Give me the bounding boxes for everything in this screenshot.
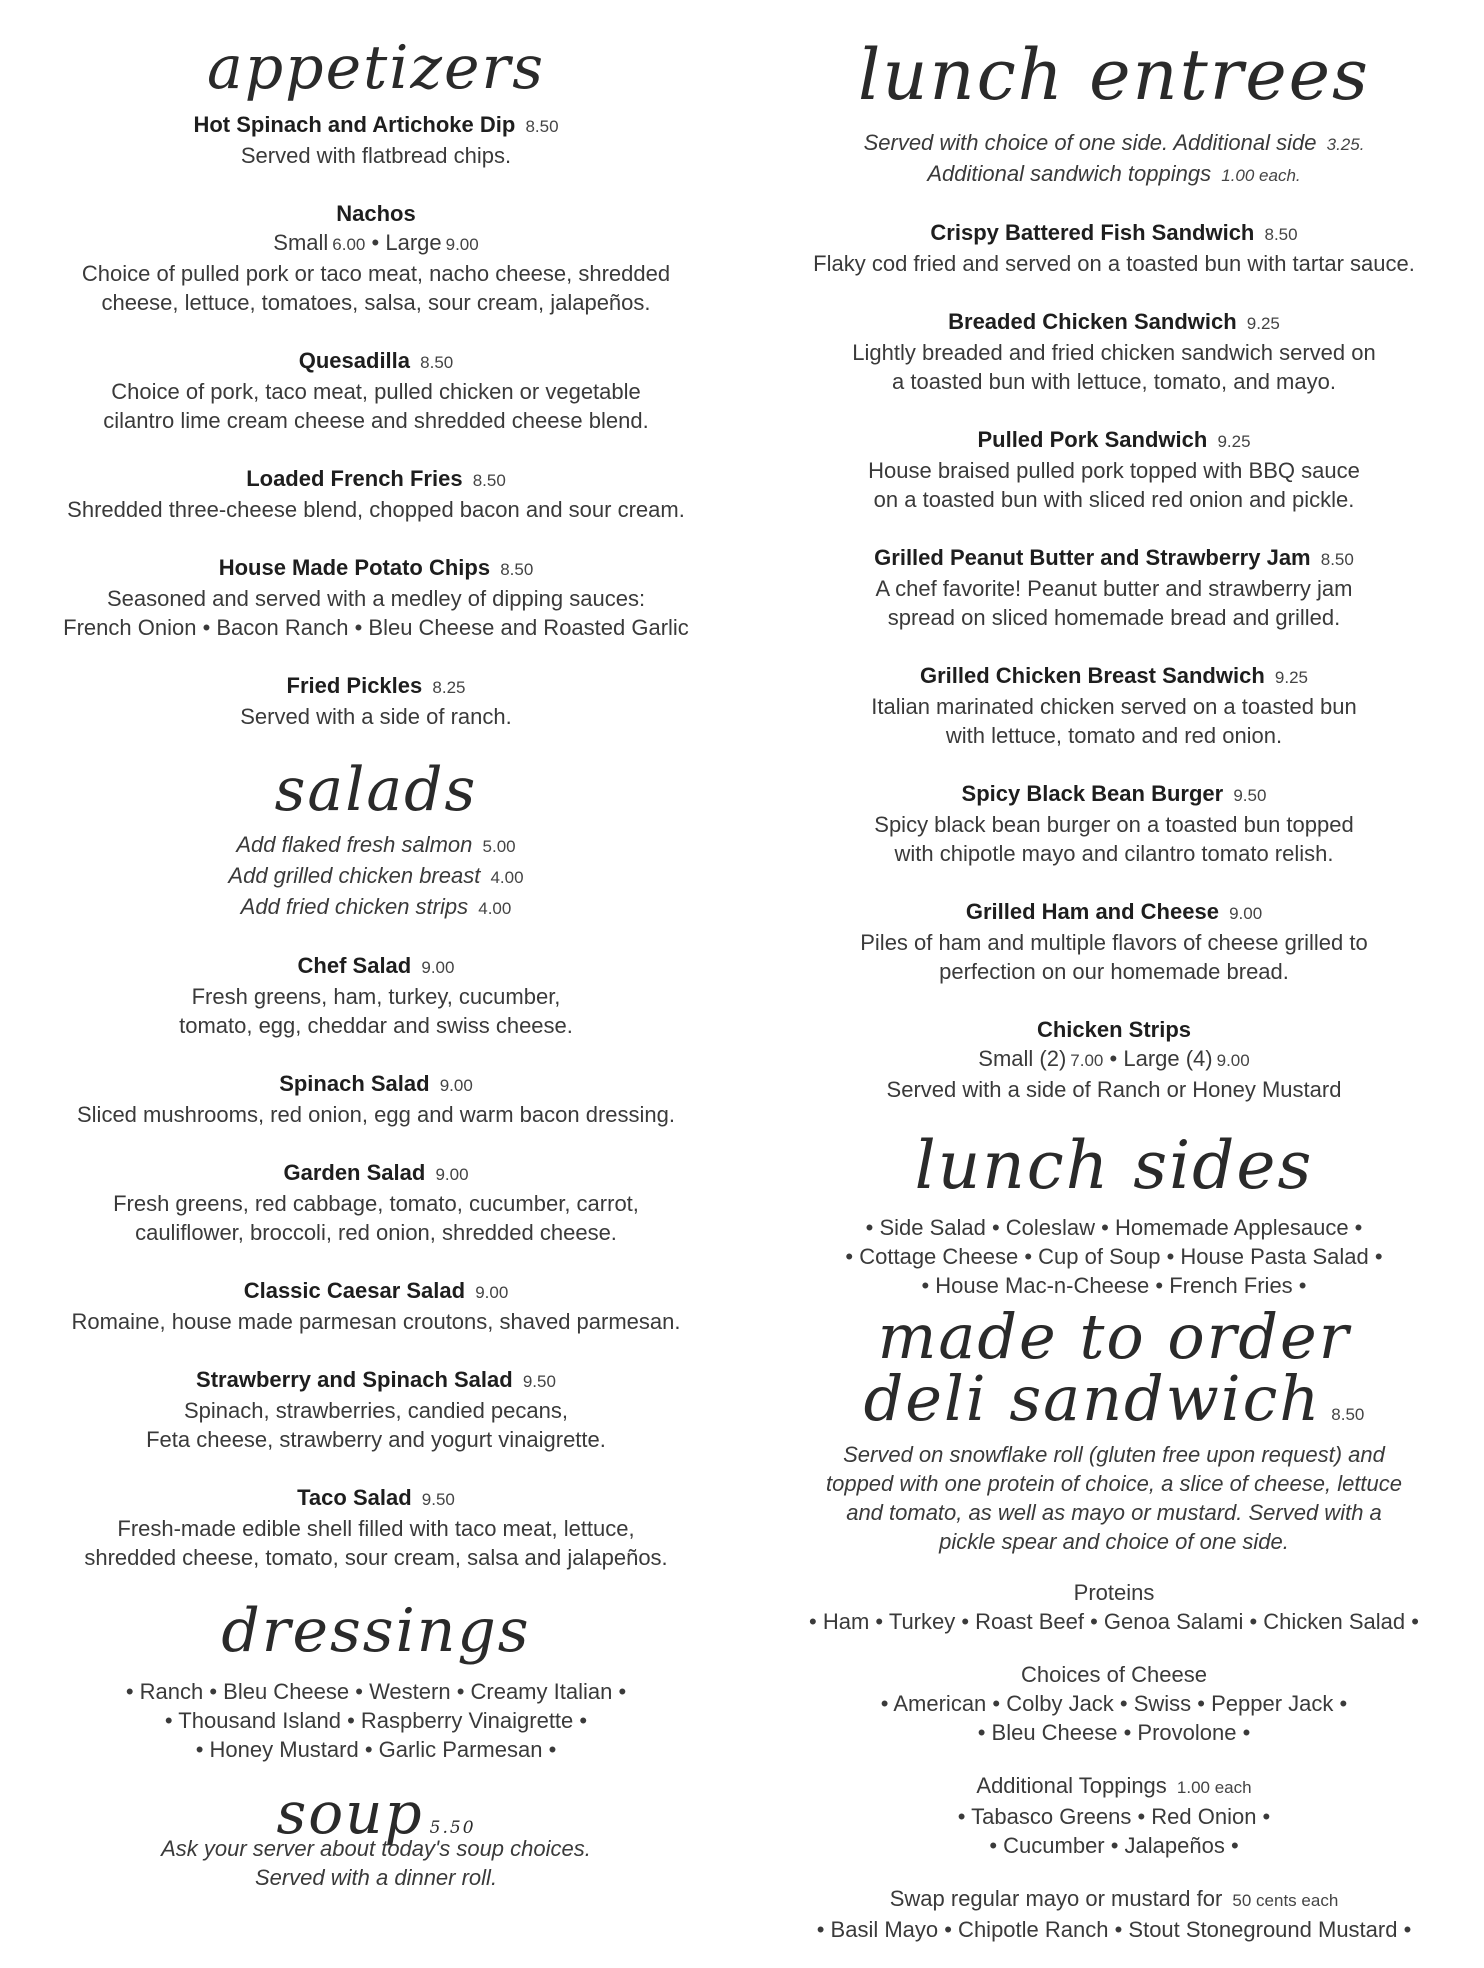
menu-item	[758, 543, 1470, 632]
size-small-price: 7.00	[1070, 1051, 1104, 1070]
menu-item-price: 9.50	[1233, 786, 1267, 805]
cheese-title: Choices of Cheese	[1021, 1662, 1207, 1687]
menu-item-header	[20, 110, 732, 141]
menu-item-description: a toasted bun with lettuce, tomato, and mayo.	[892, 369, 1336, 394]
menu-item-description: Choice of pork, taco meat, pulled chicken or vegetable	[111, 379, 641, 404]
menu-item-header	[20, 1365, 732, 1396]
menu-item-name: Hot Spinach and Artichoke Dip	[193, 112, 516, 137]
cheese-line: • American • Colby Jack • Swiss • Pepper Jack •	[880, 1691, 1348, 1716]
salad-addon	[20, 861, 732, 892]
sides-list	[758, 1213, 1470, 1300]
menu-item-price: 8.50	[500, 560, 534, 579]
salad-addon	[20, 830, 732, 861]
soup-price: 5.50	[429, 1818, 476, 1838]
appetizers-heading: appetizers	[207, 33, 545, 103]
deli-heading	[758, 1300, 1470, 1435]
menu-item-description: shredded cheese, tomato, sour cream, salsa and jalapeños.	[84, 1545, 668, 1570]
menu-item-header	[20, 1158, 732, 1189]
dressings-heading: dressings	[221, 1596, 531, 1666]
menu-item-name: Grilled Chicken Breast Sandwich	[920, 663, 1265, 688]
menu-item-name: Pulled Pork Sandwich	[977, 427, 1208, 452]
menu-item-header	[20, 951, 732, 982]
soup-line: Ask your server about today's soup choices.	[161, 1836, 591, 1861]
entrees-list	[758, 218, 1470, 1104]
menu-item-name: Chef Salad	[297, 953, 412, 978]
menu-item-header	[758, 1015, 1470, 1044]
menu-item	[20, 1276, 732, 1336]
swap-list	[758, 1915, 1470, 1944]
topping-line: • Cucumber • Jalapeños •	[989, 1833, 1239, 1858]
entrees-note-2: Additional sandwich toppings	[927, 161, 1212, 186]
protein-line: • Ham • Turkey • Roast Beef • Genoa Salami • Chicken Salad •	[809, 1609, 1419, 1634]
entrees-note	[758, 128, 1470, 190]
salad-addon-text: Add fried chicken strips	[240, 894, 469, 919]
salads-list	[20, 951, 732, 1572]
menu-item-price: 9.25	[1246, 314, 1280, 333]
salad-addon-text: Add flaked fresh salmon	[236, 832, 473, 857]
menu-item-price: 9.25	[1274, 668, 1308, 687]
menu-item-description: Served with a side of Ranch or Honey Mustard	[886, 1077, 1342, 1102]
menu-item-description: Fresh greens, red cabbage, tomato, cucumber, carrot,	[113, 1191, 639, 1216]
menu-item-name: Crispy Battered Fish Sandwich	[930, 220, 1255, 245]
dressing-line: • Thousand Island • Raspberry Vinaigrette •	[164, 1708, 588, 1733]
menu-item-description: Shredded three-cheese blend, chopped bacon and sour cream.	[67, 497, 685, 522]
menu-item-description: House braised pulled pork topped with BBQ sauce	[868, 458, 1360, 483]
menu-item-description: tomato, egg, cheddar and swiss cheese.	[179, 1013, 573, 1038]
salad-addon	[20, 892, 732, 923]
menu-item-sizes	[20, 228, 732, 259]
menu-item-header	[20, 464, 732, 495]
menu-item-description: cauliflower, broccoli, red onion, shredded cheese.	[135, 1220, 617, 1245]
toppings-list	[758, 1802, 1470, 1860]
menu-item-price: 9.00	[421, 958, 455, 977]
deli-swap	[758, 1884, 1470, 1944]
menu-item	[20, 464, 732, 524]
menu-item-header	[758, 897, 1470, 928]
menu-item	[20, 1158, 732, 1247]
menu-item	[758, 218, 1470, 278]
menu-item-name: Taco Salad	[297, 1485, 412, 1510]
menu-item-name: Classic Caesar Salad	[243, 1278, 466, 1303]
salads-heading: salads	[274, 755, 478, 825]
menu-item	[20, 110, 732, 170]
menu-item-name: Grilled Peanut Butter and Strawberry Jam	[874, 545, 1311, 570]
menu-item-description: Spinach, strawberries, candied pecans,	[184, 1398, 568, 1423]
menu-item-description: Spicy black bean burger on a toasted bun topped	[874, 812, 1354, 837]
menu-item-header	[758, 307, 1470, 338]
soup-description	[20, 1834, 732, 1892]
topping-line: • Tabasco Greens • Red Onion •	[957, 1804, 1271, 1829]
menu-item-name: Spicy Black Bean Burger	[961, 781, 1224, 806]
menu-item-price: 9.00	[439, 1076, 473, 1095]
menu-item-description: with chipotle mayo and cilantro tomato relish.	[894, 841, 1334, 866]
menu-item-header	[20, 346, 732, 377]
menu-item-description: A chef favorite! Peanut butter and strawberry jam	[875, 576, 1353, 601]
swap-line: • Basil Mayo • Chipotle Ranch • Stout Stoneground Mustard •	[816, 1917, 1412, 1942]
menu-item	[758, 425, 1470, 514]
menu-item-name: Chicken Strips	[1036, 1017, 1192, 1042]
deli-price: 8.50	[1331, 1405, 1365, 1424]
proteins-list	[758, 1607, 1470, 1636]
deli-proteins	[758, 1578, 1470, 1636]
swap-price: 50 cents each	[1232, 1891, 1339, 1910]
menu-item-sizes	[758, 1044, 1470, 1075]
menu-item-description: Lightly breaded and fried chicken sandwich served on	[852, 340, 1376, 365]
menu-item-description: Served with a side of ranch.	[240, 704, 512, 729]
menu-item	[20, 346, 732, 435]
cheese-line: • Bleu Cheese • Provolone •	[977, 1720, 1251, 1745]
menu-item-description: Fresh-made edible shell filled with taco meat, lettuce,	[117, 1516, 635, 1541]
deli-description	[758, 1440, 1470, 1556]
menu-item	[20, 1069, 732, 1129]
salad-addon-price: 4.00	[490, 868, 524, 887]
menu-item-description: Choice of pulled pork or taco meat, nacho cheese, shredded	[81, 261, 671, 286]
menu-item-description: on a toasted bun with sliced red onion and pickle.	[873, 487, 1355, 512]
menu-item-description: with lettuce, tomato and red onion.	[945, 723, 1283, 748]
menu-item	[20, 671, 732, 731]
menu-item-price: 9.00	[435, 1165, 469, 1184]
menu-item-name: Strawberry and Spinach Salad	[196, 1367, 513, 1392]
menu-item-price: 8.50	[525, 117, 559, 136]
menu-item-name: Spinach Salad	[279, 1071, 430, 1096]
menu-item-name: Breaded Chicken Sandwich	[948, 309, 1237, 334]
size-large-price: 9.00	[1216, 1051, 1250, 1070]
menu-item	[20, 951, 732, 1040]
dressing-line: • Ranch • Bleu Cheese • Western • Creamy Italian •	[125, 1679, 627, 1704]
menu-item-price: 9.50	[522, 1372, 556, 1391]
deli-toppings	[758, 1771, 1470, 1860]
size-large-label: Large (4)	[1123, 1046, 1213, 1071]
toppings-title: Additional Toppings	[976, 1773, 1167, 1798]
side-line: • Side Salad • Coleslaw • Homemade Applesauce •	[865, 1215, 1363, 1240]
menu-item-price: 8.50	[420, 353, 454, 372]
menu-item-description: Sliced mushrooms, red onion, egg and warm bacon dressing.	[77, 1102, 675, 1127]
size-small-price: 6.00	[332, 235, 366, 254]
soup-heading-text: soup	[276, 1779, 424, 1847]
menu-item-price: 8.25	[432, 678, 466, 697]
dressings-list	[20, 1677, 732, 1764]
swap-title: Swap regular mayo or mustard for	[889, 1886, 1223, 1911]
menu-item-description: spread on sliced homemade bread and grilled.	[887, 605, 1341, 630]
appetizers-list	[20, 110, 732, 731]
deli-description-line: pickle spear and choice of one side.	[939, 1529, 1289, 1554]
menu-item-name: House Made Potato Chips	[218, 555, 491, 580]
size-small-label: Small (2)	[978, 1046, 1067, 1071]
toppings-price: 1.00 each	[1176, 1778, 1252, 1797]
menu-item-header	[758, 218, 1470, 249]
menu-item	[758, 661, 1470, 750]
menu-item-name: Fried Pickles	[286, 673, 423, 698]
salad-addons	[20, 830, 732, 923]
menu-item-price: 9.00	[475, 1283, 509, 1302]
entrees-note-2-price: 1.00 each.	[1221, 166, 1301, 185]
menu-item-price: 9.00	[1229, 904, 1263, 923]
menu-item	[20, 553, 732, 642]
menu-item	[758, 307, 1470, 396]
size-separator: •	[1109, 1046, 1118, 1071]
entrees-note-1-price: 3.25.	[1326, 135, 1365, 154]
menu-item	[20, 1483, 732, 1572]
soup-heading	[20, 1779, 732, 1847]
menu-item-price: 9.25	[1217, 432, 1251, 451]
menu-item-description: Piles of ham and multiple flavors of cheese grilled to	[860, 930, 1368, 955]
sides-heading: lunch sides	[914, 1127, 1314, 1204]
menu-item-description: Fresh greens, ham, turkey, cucumber,	[191, 984, 561, 1009]
entrees-heading: lunch entrees	[858, 34, 1370, 116]
cheese-list	[758, 1689, 1470, 1747]
size-small-label: Small	[273, 230, 329, 255]
menu-item	[758, 897, 1470, 986]
menu-item-header	[20, 671, 732, 702]
menu-item-description: French Onion • Bacon Ranch • Bleu Cheese and Roasted Garlic	[63, 615, 689, 640]
side-line: • House Mac-n-Cheese • French Fries •	[921, 1273, 1307, 1298]
menu-item-header	[758, 425, 1470, 456]
menu-item	[20, 199, 732, 317]
menu-item-name: Quesadilla	[298, 348, 411, 373]
menu-item-name: Nachos	[336, 201, 416, 226]
side-line: • Cottage Cheese • Cup of Soup • House Pasta Salad •	[845, 1244, 1383, 1269]
menu-item-header	[20, 1276, 732, 1307]
menu-item	[758, 779, 1470, 868]
menu-item	[758, 1015, 1470, 1104]
size-large-price: 9.00	[445, 235, 479, 254]
right-column	[758, 0, 1470, 1968]
menu-item-description: perfection on our homemade bread.	[939, 959, 1289, 984]
menu-item-header	[20, 1069, 732, 1100]
salad-addon-text: Add grilled chicken breast	[228, 863, 481, 888]
menu-item-price: 9.50	[421, 1490, 455, 1509]
entrees-note-1: Served with choice of one side. Additional side	[863, 130, 1317, 155]
menu-item-price: 8.50	[472, 471, 506, 490]
menu-item-description: Served with flatbread chips.	[240, 143, 512, 168]
menu-item-name: Garden Salad	[283, 1160, 426, 1185]
size-separator: •	[371, 230, 380, 255]
menu-item-description: Feta cheese, strawberry and yogurt vinaigrette.	[146, 1427, 606, 1452]
menu-item-header	[758, 779, 1470, 810]
deli-cheeses	[758, 1660, 1470, 1747]
salad-addon-price: 5.00	[482, 837, 516, 856]
menu-item-name: Loaded French Fries	[246, 466, 463, 491]
menu-item-description: cilantro lime cream cheese and shredded cheese blend.	[103, 408, 649, 433]
menu-item-header	[758, 543, 1470, 574]
menu-item-description: cheese, lettuce, tomatoes, salsa, sour cream, jalapeños.	[101, 290, 651, 315]
deli-description-line: topped with one protein of choice, a slice of cheese, lettuce	[825, 1471, 1403, 1496]
menu-item-description: Italian marinated chicken served on a toasted bun	[871, 694, 1357, 719]
salad-addon-price: 4.00	[478, 899, 512, 918]
soup-line: Served with a dinner roll.	[254, 1865, 498, 1890]
menu-item-description: Seasoned and served with a medley of dipping sauces:	[106, 586, 646, 611]
menu-item	[20, 1365, 732, 1454]
menu-item-price: 8.50	[1320, 550, 1354, 569]
deli-description-line: and tomato, as well as mayo or mustard. Served with a	[846, 1500, 1382, 1525]
menu-item-price: 8.50	[1264, 225, 1298, 244]
size-large-label: Large	[385, 230, 442, 255]
deli-description-line: Served on snowflake roll (gluten free upon request) and	[843, 1442, 1385, 1467]
menu-item-header	[758, 661, 1470, 692]
menu-item-description: Flaky cod fried and served on a toasted bun with tartar sauce.	[813, 251, 1415, 276]
menu-item-header	[20, 199, 732, 228]
menu-item-name: Grilled Ham and Cheese	[965, 899, 1219, 924]
menu-item-header	[20, 553, 732, 584]
left-column	[20, 0, 732, 1892]
menu-item-description: Romaine, house made parmesan croutons, shaved parmesan.	[71, 1309, 681, 1334]
deli-heading-line2: deli sandwich	[863, 1362, 1322, 1435]
menu-item-header	[20, 1483, 732, 1514]
deli-heading-line1: made to order	[877, 1300, 1351, 1373]
proteins-title: Proteins	[1073, 1580, 1155, 1605]
dressing-line: • Honey Mustard • Garlic Parmesan •	[195, 1737, 557, 1762]
